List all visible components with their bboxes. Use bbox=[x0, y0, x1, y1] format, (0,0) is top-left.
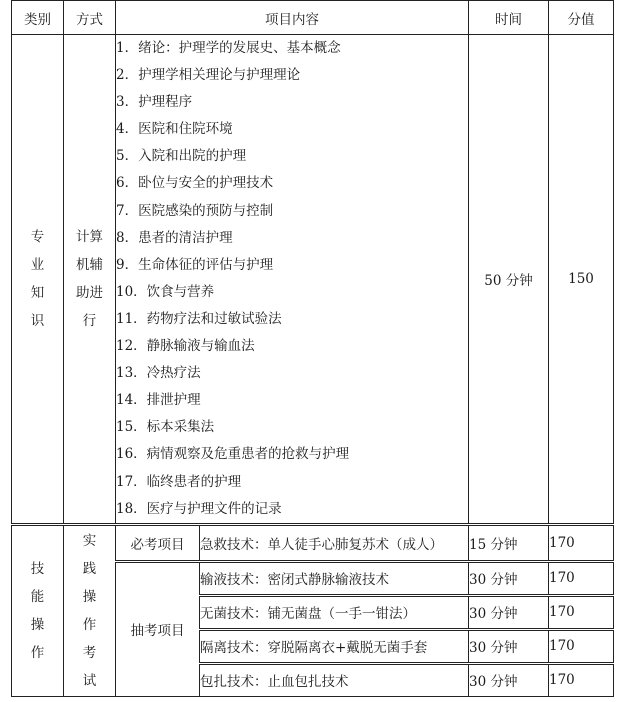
list-item: 18．医疗与护理文件的记录 bbox=[116, 500, 282, 517]
required-label: 必考项目 bbox=[116, 524, 200, 561]
theory-method: 计算 机辅 助进 行 bbox=[64, 35, 116, 525]
list-item: 4．医院和住院环境 bbox=[116, 121, 233, 138]
drawn-item-name: 包扎技术：止血包扎技术 bbox=[200, 663, 469, 696]
exam-content-table bbox=[11, 0, 614, 697]
drawn-item-score: 170 bbox=[549, 629, 614, 663]
list-item: 17．临终患者的护理 bbox=[116, 473, 242, 490]
list-item: 13．冷热疗法 bbox=[116, 365, 201, 382]
header-method: 方式 bbox=[64, 1, 116, 35]
list-item: 10．饮食与营养 bbox=[116, 283, 215, 300]
drawn-item-score: 170 bbox=[549, 663, 614, 696]
list-item: 16．病情观察及危重患者的抢救与护理 bbox=[116, 446, 350, 463]
header-score: 分值 bbox=[549, 1, 614, 35]
list-item: 12．静脉输液与输血法 bbox=[116, 338, 255, 355]
list-item: 2．护理学相关理论与护理理论 bbox=[116, 67, 301, 84]
drawn-item-time: 30 分钟 bbox=[469, 629, 549, 663]
required-item-name: 急救技术：单人徒手心肺复苏术（成人） bbox=[200, 524, 469, 561]
theory-category: 专 业 知 识 bbox=[12, 35, 64, 525]
list-item: 15．标本采集法 bbox=[116, 419, 215, 436]
drawn-item-name: 无菌技术：铺无菌盘（一手一钳法） bbox=[200, 595, 469, 629]
theory-topic-list bbox=[116, 35, 469, 525]
theory-score: 150 bbox=[549, 35, 614, 525]
header-row bbox=[12, 1, 614, 35]
drawn-item-time: 30 分钟 bbox=[469, 595, 549, 629]
theory-time: 50 分钟 bbox=[469, 35, 549, 525]
list-item: 7．医院感染的预防与控制 bbox=[116, 202, 274, 219]
drawn-item-name: 输液技术：密闭式静脉输液技术 bbox=[200, 561, 469, 595]
drawn-item-time: 30 分钟 bbox=[469, 663, 549, 696]
required-item-time: 15 分钟 bbox=[469, 524, 549, 561]
theory-row bbox=[12, 35, 614, 525]
list-item: 1．绪论：护理学的发展史、基本概念 bbox=[116, 40, 341, 56]
list-item: 14．排泄护理 bbox=[116, 392, 201, 409]
table-row bbox=[12, 524, 614, 561]
header-time: 时间 bbox=[469, 1, 549, 35]
practice-category: 技 能 操 作 bbox=[12, 524, 64, 696]
drawn-item-name: 隔离技术：穿脱隔离衣+戴脱无菌手套 bbox=[200, 629, 469, 663]
list-item: 8．患者的清洁护理 bbox=[116, 229, 233, 246]
drawn-item-time: 30 分钟 bbox=[469, 561, 549, 595]
drawn-label: 抽考项目 bbox=[116, 561, 200, 696]
list-item: 3．护理程序 bbox=[116, 94, 193, 111]
header-content: 项目内容 bbox=[116, 1, 469, 35]
list-item: 5．入院和出院的护理 bbox=[116, 148, 247, 165]
drawn-item-score: 170 bbox=[549, 595, 614, 629]
practice-method: 实 践 操 作 考 试 bbox=[64, 524, 116, 696]
required-item-score: 170 bbox=[549, 524, 614, 561]
drawn-item-score: 170 bbox=[549, 561, 614, 595]
list-item: 9．生命体征的评估与护理 bbox=[116, 256, 274, 273]
list-item: 11．药物疗法和过敏试验法 bbox=[116, 310, 282, 327]
list-item: 6．卧位与安全的护理技术 bbox=[116, 175, 274, 192]
header-type: 类别 bbox=[12, 1, 64, 35]
